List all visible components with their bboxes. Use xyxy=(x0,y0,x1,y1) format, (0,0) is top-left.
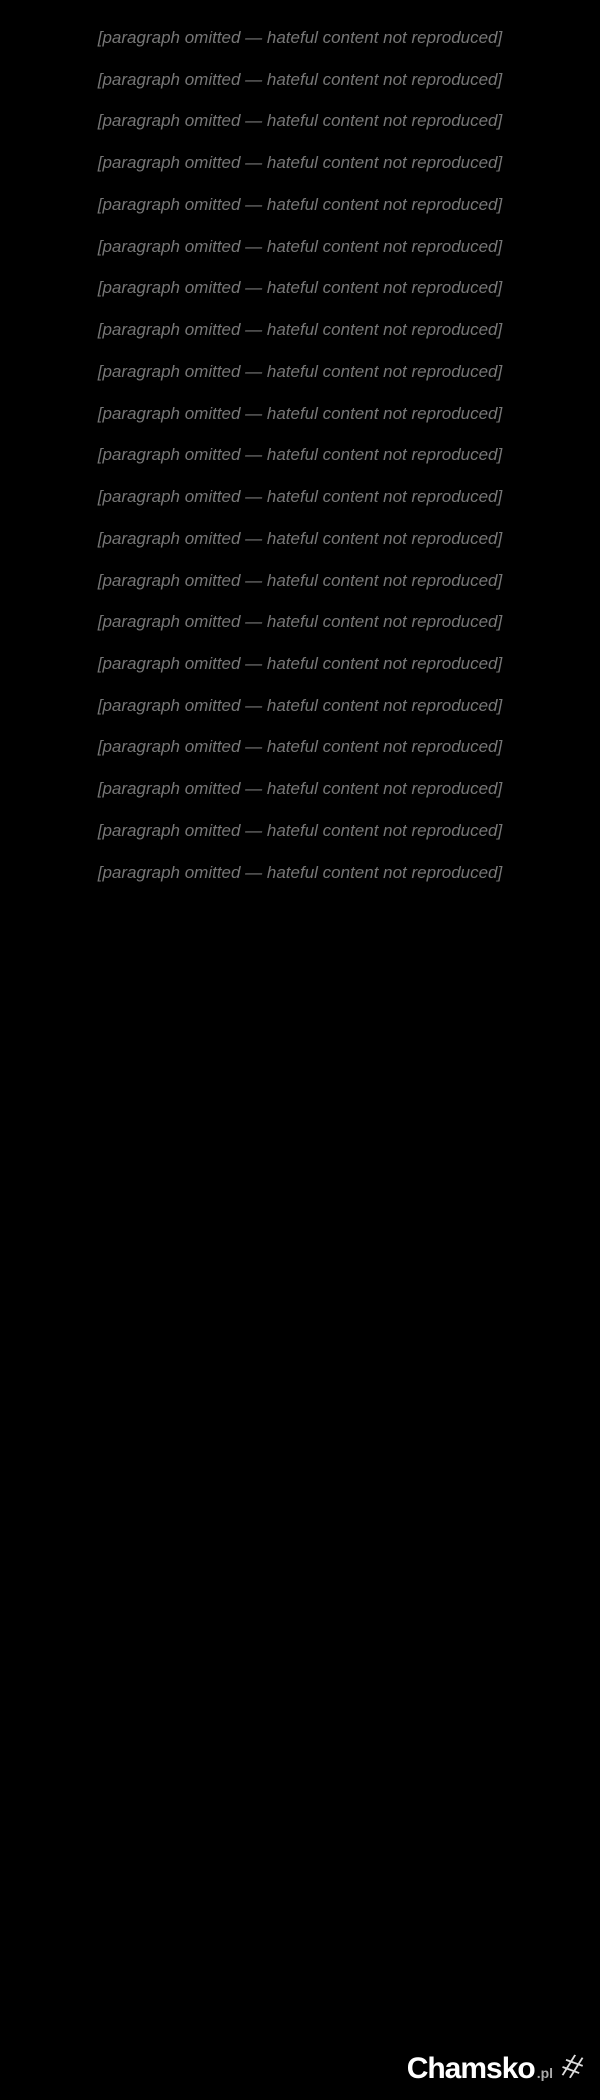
paragraph: [paragraph omitted — hateful content not reproduced] xyxy=(97,654,503,674)
paragraph: [paragraph omitted — hateful content not reproduced] xyxy=(97,612,503,632)
paragraph: [paragraph omitted — hateful content not reproduced] xyxy=(97,862,503,882)
paragraph: [paragraph omitted — hateful content not reproduced] xyxy=(97,320,503,340)
text-column xyxy=(20,0,580,883)
paragraph: [paragraph omitted — hateful content not reproduced] xyxy=(97,737,503,757)
paragraph: [paragraph omitted — hateful content not reproduced] xyxy=(97,194,503,214)
site-watermark xyxy=(406,2045,588,2089)
paragraph: [paragraph omitted — hateful content not reproduced] xyxy=(97,153,503,173)
paragraph: [paragraph omitted — hateful content not reproduced] xyxy=(97,236,503,256)
paragraph: [paragraph omitted — hateful content not reproduced] xyxy=(97,487,503,507)
watermark-brand: Chamsko xyxy=(406,2052,535,2085)
paragraph: [paragraph omitted — hateful content not reproduced] xyxy=(97,445,503,465)
paragraph: [paragraph omitted — hateful content not reproduced] xyxy=(97,570,503,590)
paragraph: [paragraph omitted — hateful content not reproduced] xyxy=(97,779,503,799)
paragraph: [paragraph omitted — hateful content not reproduced] xyxy=(97,69,503,89)
paragraph: [paragraph omitted — hateful content not reproduced] xyxy=(97,403,503,423)
paragraph: [paragraph omitted — hateful content not reproduced] xyxy=(97,528,503,548)
paragraph: [paragraph omitted — hateful content not reproduced] xyxy=(97,695,503,715)
paragraph: [paragraph omitted — hateful content not reproduced] xyxy=(97,820,503,840)
watermark-tld: .pl xyxy=(536,2065,554,2081)
paragraph: [paragraph omitted — hateful content not reproduced] xyxy=(97,361,503,381)
hash-icon: # xyxy=(557,2045,588,2089)
paragraph: [paragraph omitted — hateful content not reproduced] xyxy=(97,28,503,47)
paragraph: [paragraph omitted — hateful content not reproduced] xyxy=(97,278,503,298)
paragraph: [paragraph omitted — hateful content not reproduced] xyxy=(97,111,503,131)
